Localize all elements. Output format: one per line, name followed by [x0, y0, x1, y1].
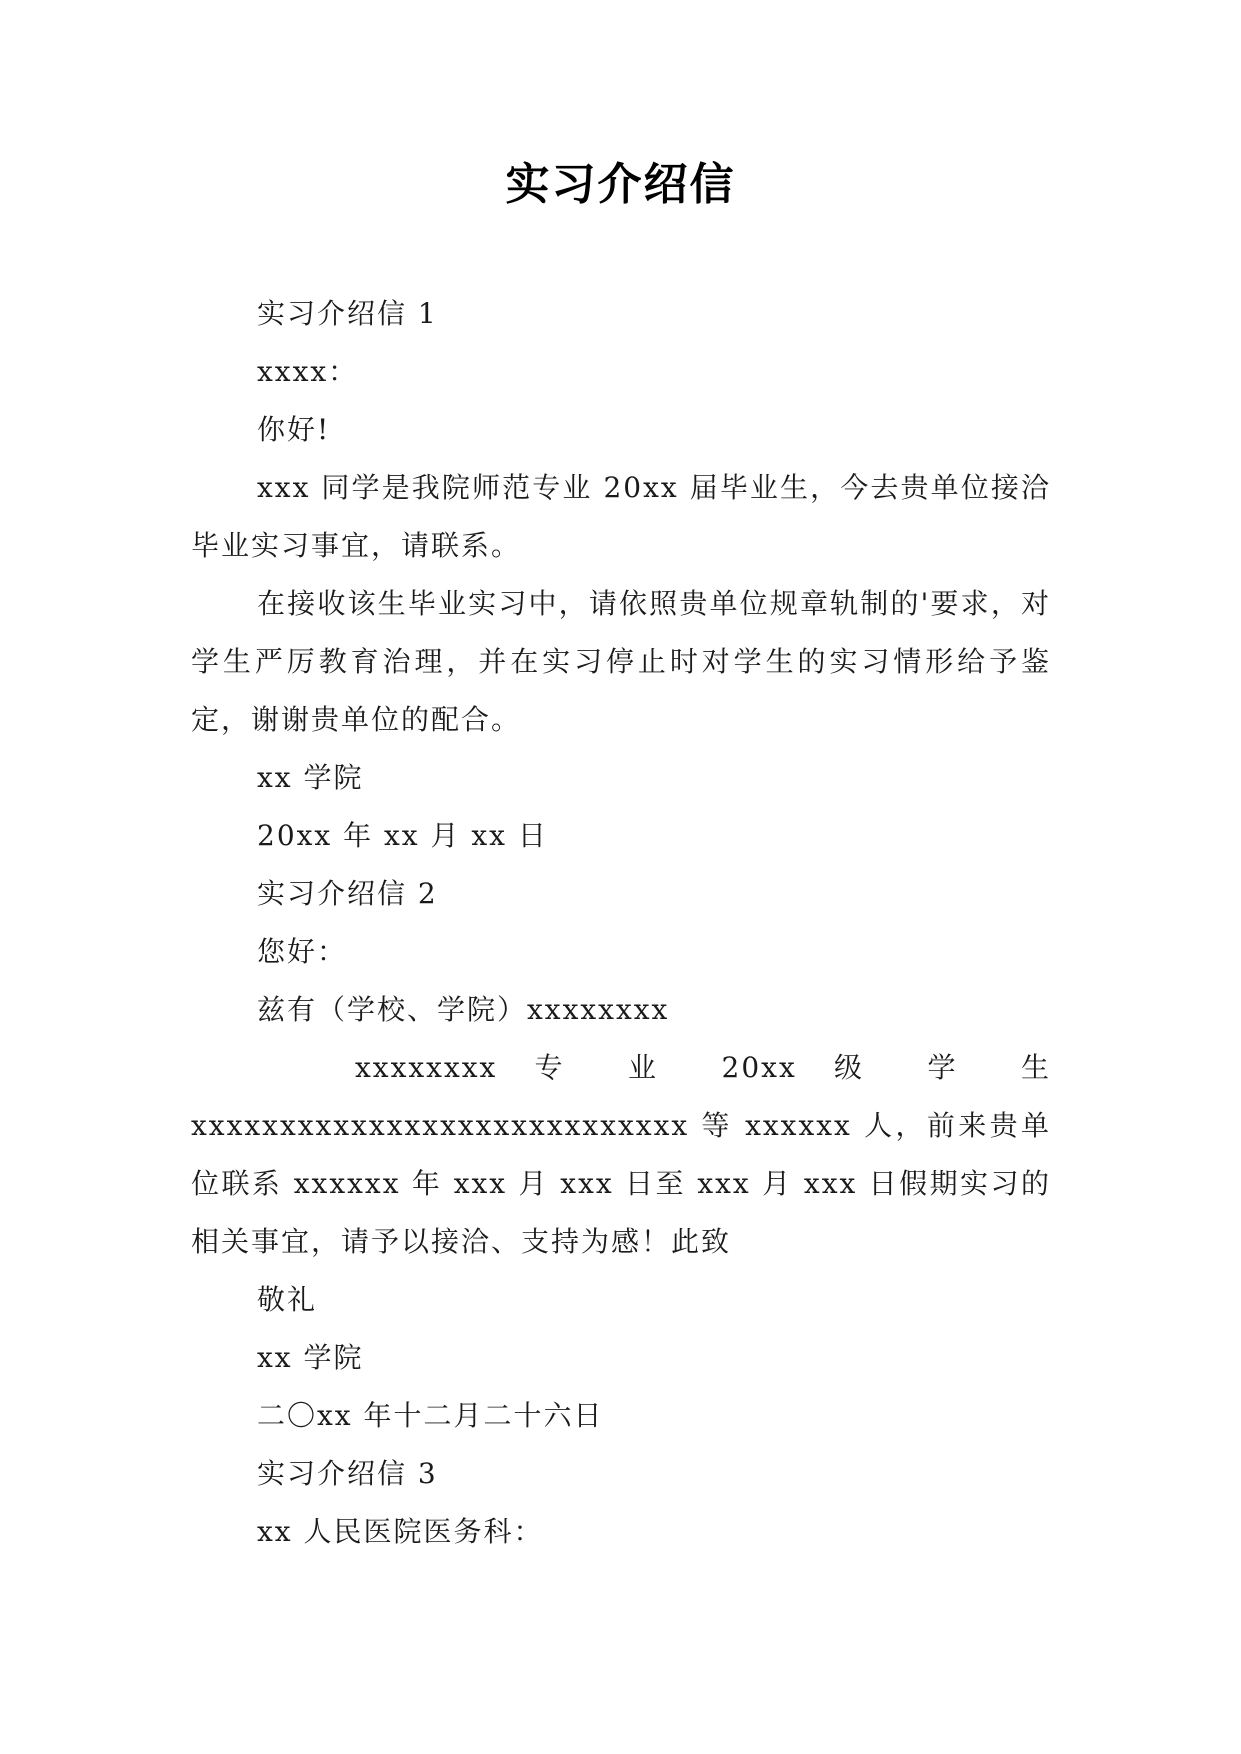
letter-2-signature: xx 学院: [257, 1341, 364, 1374]
document-title: 实习介绍信: [505, 159, 736, 210]
letter-1-body-paragraph: xxx 同学是我院师范专业 20xx 届毕业生，今去贵单位接洽毕业实习事宜，请联系。: [191, 471, 1051, 562]
letter-1-body-paragraph: 在接收该生毕业实习中，请依照贵单位规章轨制的'要求，对学生严厉教育治理，并在实习停止时对学生的实习情形给予鉴定，谢谢贵单位的配合。: [191, 587, 1051, 736]
letter-1-greeting: 你好!: [257, 413, 331, 446]
document-body: [191, 285, 1051, 1561]
letter-1-date: 20xx 年 xx 月 xx 日: [257, 819, 548, 852]
letter-2-greeting: 您好：: [257, 935, 348, 968]
letter-1-salutation: xxxx：: [257, 355, 359, 388]
letter-2-date: 二〇xx 年十二月二十六日: [257, 1399, 604, 1432]
letter-1-signature: xx 学院: [257, 761, 364, 794]
letter-2-body-paragraph: xxxxxxxxxxxxxxxxxxxxxxxxxxxx 等 xxxxxx 人，前来贵单位联系 xxxxxx 年 xxx 月 xxx 日至 xxx 月 xxx 日假期实习的相关事宜，请予以接洽、支持为感！此致: [191, 1109, 1051, 1258]
letter-3-heading: 实习介绍信 3: [257, 1457, 438, 1490]
letter-2-heading: 实习介绍信 2: [257, 877, 438, 910]
letter-2-body-paragraph: xxxxxxxx 专 业 20xx 级 学 生: [355, 1051, 1051, 1084]
letter-2-closing: 敬礼: [257, 1283, 318, 1316]
letter-3-salutation: xx 人民医院医务科：: [257, 1515, 544, 1548]
letter-1-heading: 实习介绍信 1: [257, 297, 438, 330]
letter-2-body-paragraph: 兹有（学校、学院）xxxxxxxx: [257, 993, 670, 1026]
